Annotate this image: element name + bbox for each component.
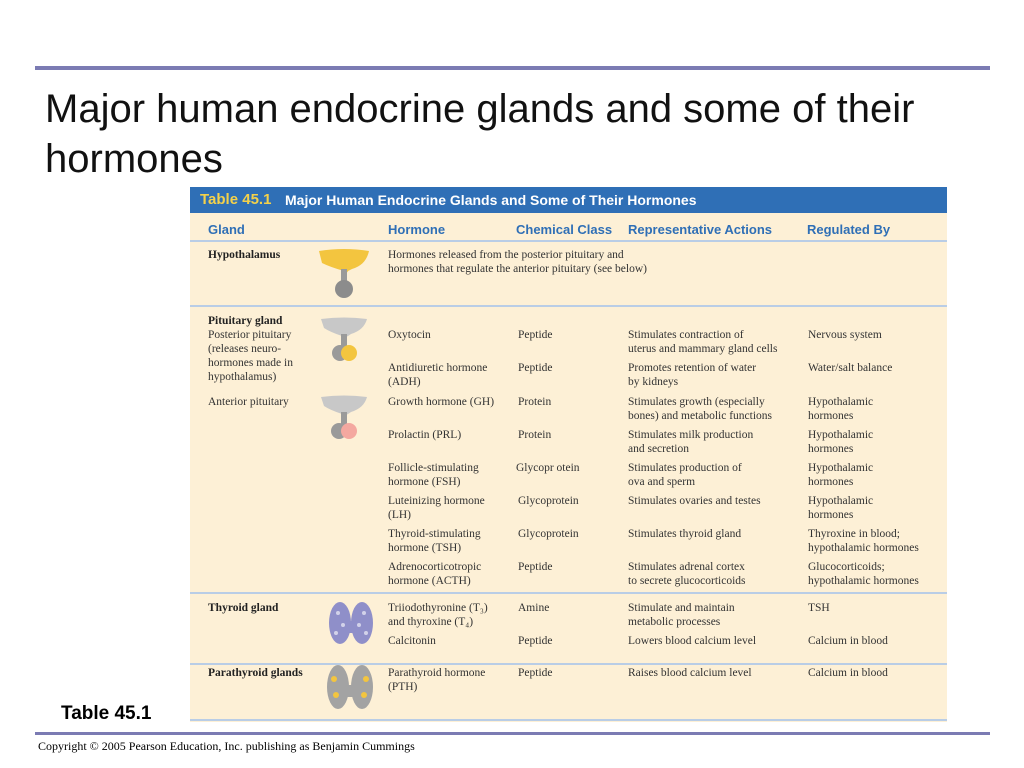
chem-class-cell: Peptide: [518, 635, 553, 647]
chem-class-cell: Peptide: [518, 667, 553, 679]
hormone-cell: Calcitonin: [388, 635, 436, 647]
section-divider: [190, 663, 947, 665]
regulated-cell: Calcium in blood: [808, 635, 888, 647]
action-cell: Lowers blood calcium level: [628, 635, 757, 647]
action-cell: Promotes retention of water by kidneys: [628, 362, 757, 388]
header-representative-actions: Representative Actions: [628, 222, 773, 237]
chem-class-cell: Glycopr otein: [516, 462, 580, 474]
hormone-cell: Oxytocin: [388, 329, 431, 341]
hormone-cell: Antidiuretic hormone (ADH): [388, 362, 488, 388]
slide-title: Major human endocrine glands and some of their hormones: [45, 87, 915, 181]
hormone-cell: Adrenocorticotropic hormone (ACTH): [388, 561, 482, 587]
hormone-cell: Luteinizing hormone (LH): [388, 495, 485, 521]
thyroid-icon: [326, 597, 376, 649]
regulated-cell: Water/salt balance: [808, 362, 893, 374]
action-cell: Raises blood calcium level: [628, 667, 752, 679]
action-cell: Stimulates thyroid gland: [628, 528, 742, 540]
table-number: Table 45.1: [200, 191, 272, 208]
chem-class-cell: Peptide: [518, 561, 553, 573]
chem-class-cell: Protein: [518, 396, 552, 408]
posterior-pituitary-icon: [318, 315, 370, 367]
section-divider: [190, 719, 947, 721]
action-cell: Stimulates milk production and secretion: [628, 429, 754, 455]
anterior-pituitary-label: Anterior pituitary: [208, 396, 289, 408]
hormone-cell: Triiodothyronine (T₃) and thyroxine (T₄): [388, 602, 488, 628]
action-cell: Stimulates production of ova and sperm: [628, 462, 742, 488]
table-banner: [190, 187, 947, 213]
hypothalamus-note: Hormones released from the posterior pituitary and hormones that regulate the anterior pituitary (see below): [388, 249, 647, 275]
chem-class-cell: Glycoprotein: [518, 528, 579, 540]
header-regulated-by: Regulated By: [807, 222, 891, 237]
header-divider: [190, 240, 947, 242]
regulated-cell: Hypothalamic hormones: [808, 396, 874, 422]
table-caption: Table 45.1: [61, 703, 152, 724]
posterior-pituitary-label: Posterior pituitary (releases neuro- hormones made in hypothalamus): [208, 329, 293, 383]
header-hormone: Hormone: [388, 222, 446, 237]
top-rule: [35, 66, 990, 70]
regulated-cell: Glucocorticoids; hypothalamic hormones: [808, 561, 919, 587]
table-title: Major Human Endocrine Glands and Some of Their Hormones: [285, 192, 697, 208]
bottom-rule: [35, 732, 990, 735]
regulated-cell: Thyroxine in blood; hypothalamic hormones: [808, 528, 919, 554]
hormone-cell: Follicle-stimulating hormone (FSH): [388, 462, 479, 488]
endocrine-table: [190, 187, 947, 722]
hypothalamus-icon: [316, 245, 372, 301]
hormone-cell: Parathyroid hormone (PTH): [388, 667, 486, 693]
regulated-cell: Nervous system: [808, 329, 882, 341]
action-cell: Stimulates ovaries and testes: [628, 495, 761, 507]
action-cell: Stimulate and maintain metabolic processes: [628, 602, 735, 628]
anterior-pituitary-icon: [318, 393, 370, 445]
regulated-cell: Calcium in blood: [808, 667, 888, 679]
hormone-cell: Thyroid-stimulating hormone (TSH): [388, 528, 481, 554]
action-cell: Stimulates adrenal cortex to secrete glucocorticoids: [628, 561, 746, 587]
header-chemical-class: Chemical Class: [516, 222, 613, 237]
regulated-cell: TSH: [808, 602, 830, 614]
parathyroid-icon: [324, 661, 376, 713]
gland-pituitary: Pituitary gland: [208, 315, 283, 327]
gland-parathyroid: Parathyroid glands: [208, 667, 303, 679]
action-cell: Stimulates contraction of uterus and mammary gland cells: [628, 329, 778, 355]
header-gland: Gland: [208, 222, 245, 237]
chem-class-cell: Glycoprotein: [518, 495, 579, 507]
section-divider: [190, 305, 947, 307]
hormone-cell: Prolactin (PRL): [388, 429, 462, 441]
chem-class-cell: Peptide: [518, 329, 553, 341]
regulated-cell: Hypothalamic hormones: [808, 495, 874, 521]
action-cell: Stimulates growth (especially bones) and metabolic functions: [628, 396, 773, 422]
gland-thyroid: Thyroid gland: [208, 602, 279, 614]
copyright-notice: Copyright © 2005 Pearson Education, Inc. publishing as Benjamin Cummings: [38, 739, 415, 753]
regulated-cell: Hypothalamic hormones: [808, 462, 874, 488]
gland-hypothalamus: Hypothalamus: [208, 249, 281, 261]
chem-class-cell: Peptide: [518, 362, 553, 374]
chem-class-cell: Protein: [518, 429, 552, 441]
regulated-cell: Hypothalamic hormones: [808, 429, 874, 455]
chem-class-cell: Amine: [518, 602, 550, 614]
hormone-cell: Growth hormone (GH): [388, 396, 495, 408]
section-divider: [190, 592, 947, 594]
